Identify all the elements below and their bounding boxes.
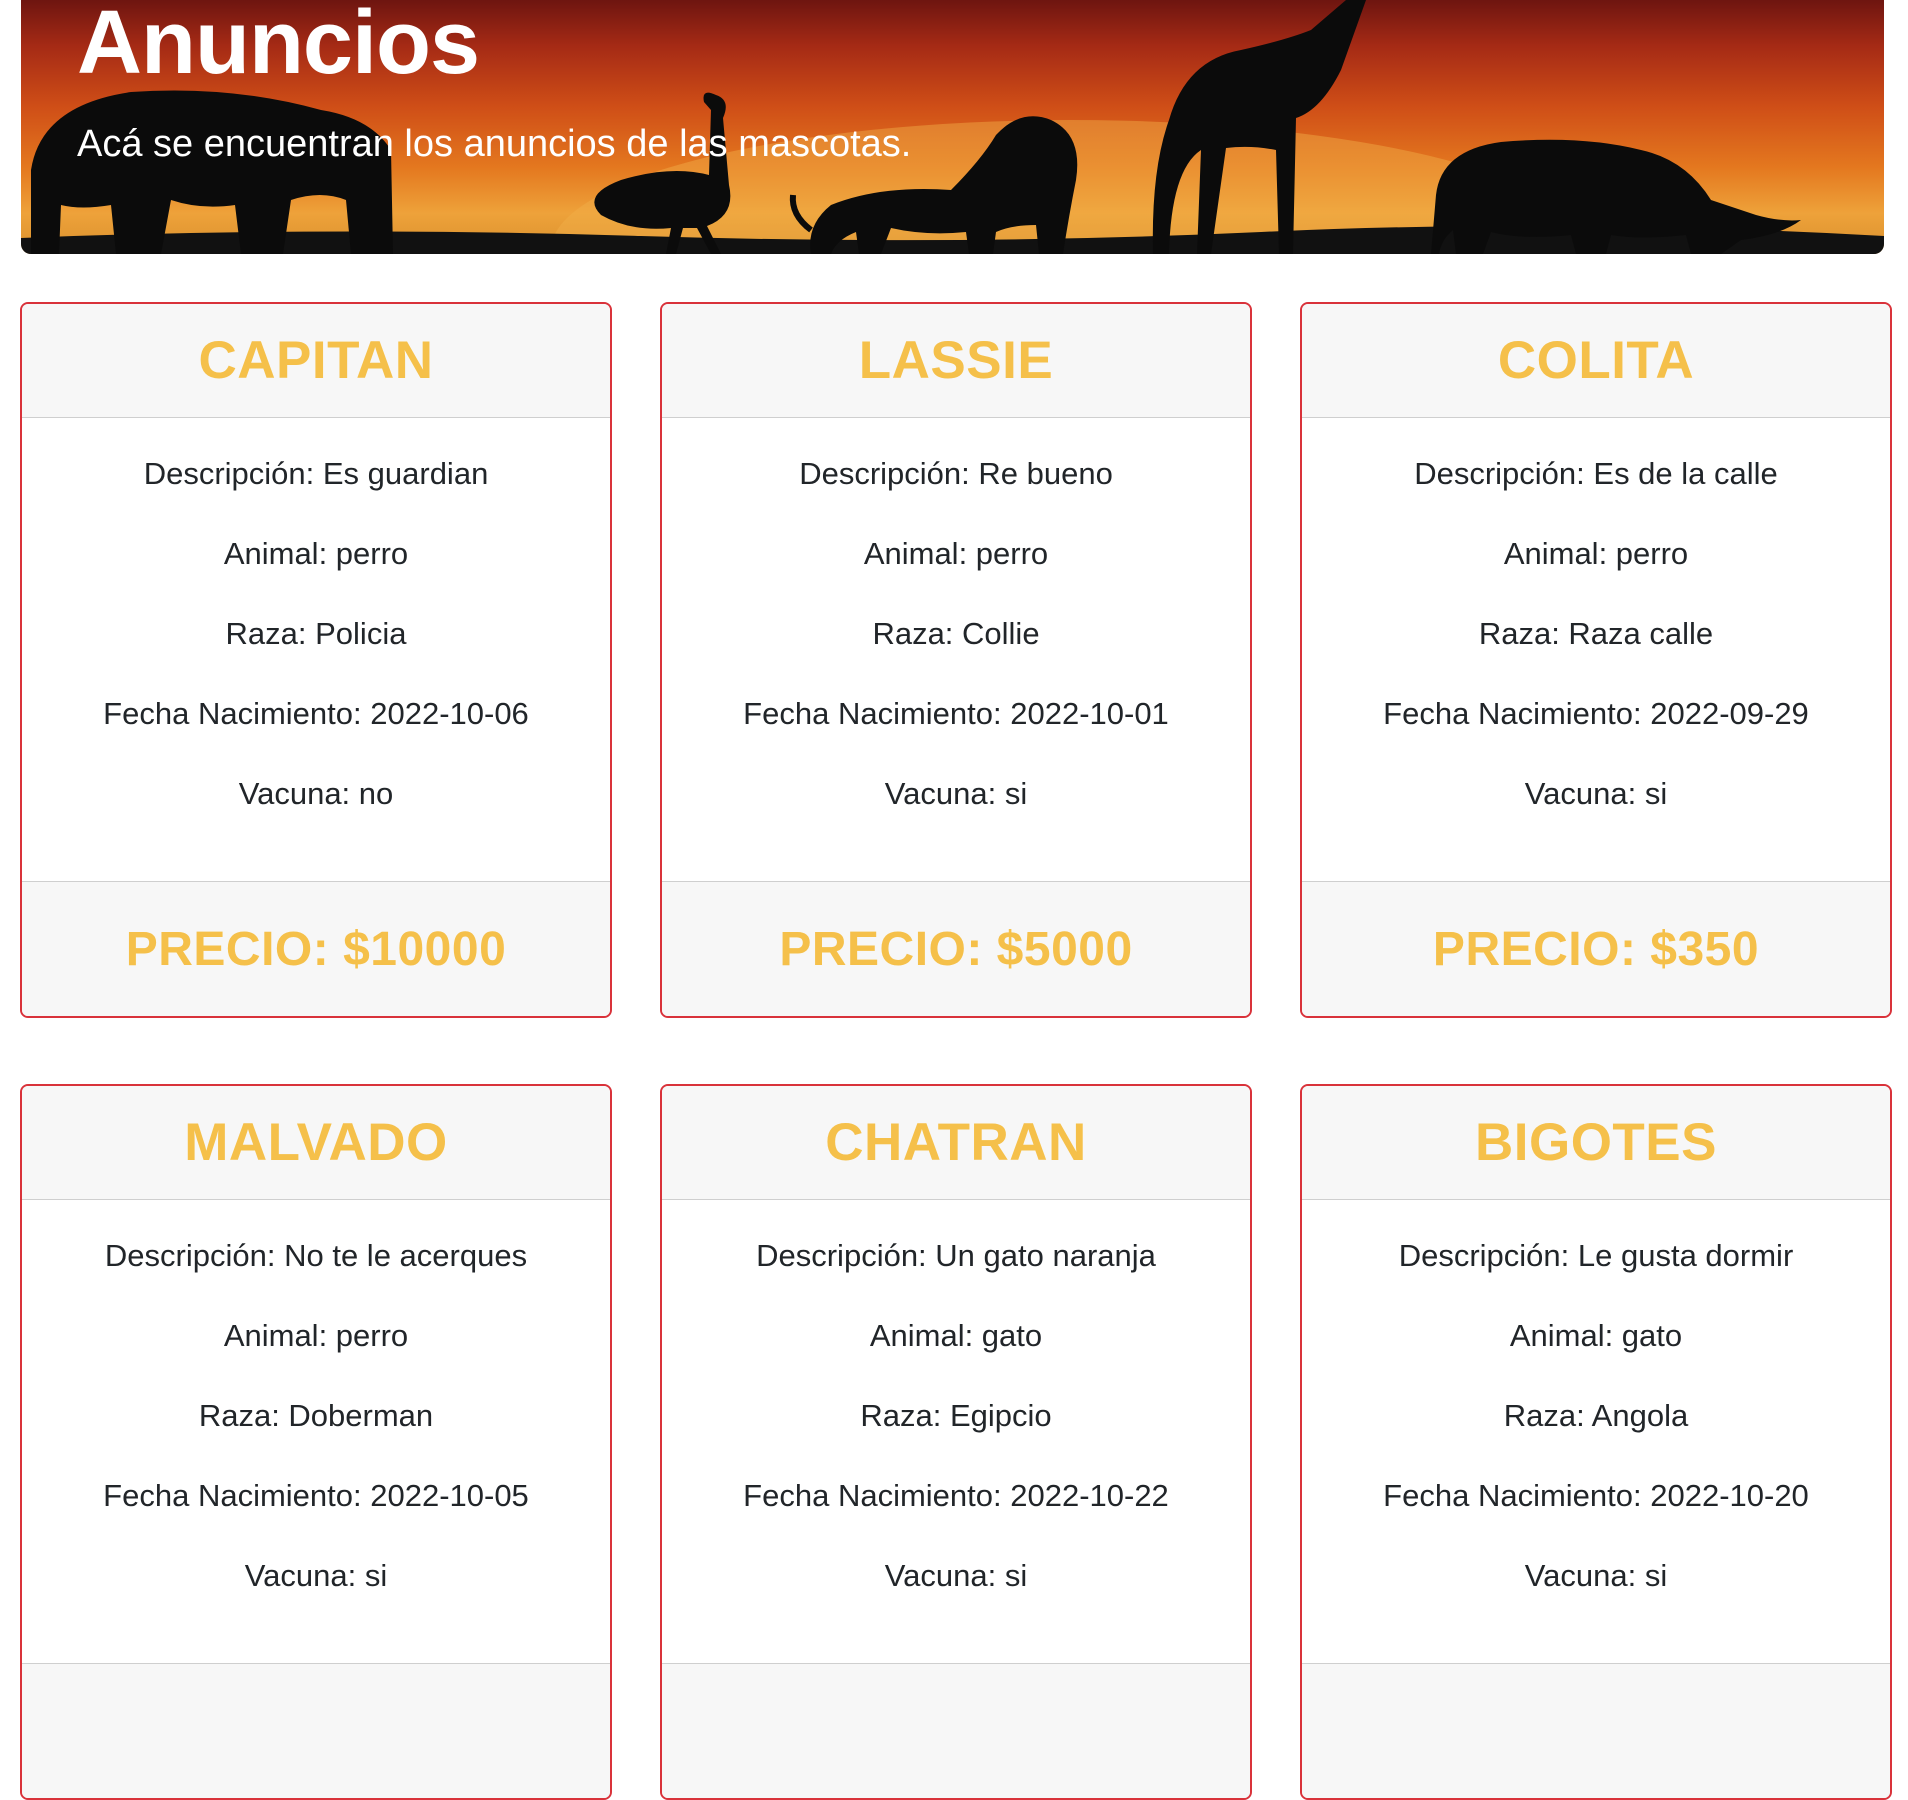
pet-birthdate: Fecha Nacimiento: 2022-10-20: [1383, 1478, 1809, 1513]
pet-name: COLITA: [1497, 331, 1695, 390]
pet-price: PRECIO: $10000: [125, 922, 507, 976]
pet-breed: Raza: Raza calle: [1478, 616, 1714, 651]
card-header: [1302, 304, 1890, 418]
pet-animal: Animal: gato: [1509, 1318, 1683, 1353]
card-body: [662, 1200, 1250, 1663]
pet-description: Descripción: Le gusta dormir: [1398, 1238, 1794, 1273]
pet-card[interactable]: [660, 302, 1252, 1018]
card-body: [22, 1200, 610, 1663]
pet-description: Descripción: Un gato naranja: [756, 1238, 1156, 1273]
pet-card[interactable]: [660, 1084, 1252, 1800]
pet-name: CHATRAN: [825, 1113, 1087, 1172]
page-title: Anuncios: [77, 0, 480, 93]
pet-card[interactable]: [1300, 302, 1892, 1018]
pet-description: Descripción: Re bueno: [799, 456, 1113, 491]
pet-animal: Animal: perro: [1503, 536, 1689, 571]
card-header: [662, 304, 1250, 418]
pet-vaccine: Vacuna: si: [1524, 1558, 1668, 1593]
card-footer: [662, 1663, 1250, 1798]
pet-price: PRECIO: $5000: [779, 922, 1133, 976]
pet-animal: Animal: gato: [869, 1318, 1043, 1353]
pet-breed: Raza: Doberman: [198, 1398, 434, 1433]
pet-vaccine: Vacuna: si: [884, 1558, 1028, 1593]
pet-vaccine: Vacuna: si: [1524, 776, 1668, 811]
pet-description: Descripción: Es de la calle: [1414, 456, 1778, 491]
card-body: [22, 418, 610, 881]
card-footer: [1302, 881, 1890, 1016]
pet-breed: Raza: Policia: [225, 616, 407, 651]
card-header: [1302, 1086, 1890, 1200]
pet-breed: Raza: Egipcio: [860, 1398, 1052, 1433]
pet-vaccine: Vacuna: si: [244, 1558, 388, 1593]
pet-animal: Animal: perro: [223, 536, 409, 571]
card-body: [1302, 418, 1890, 881]
pet-name: BIGOTES: [1474, 1113, 1718, 1172]
pet-name: MALVADO: [184, 1113, 448, 1172]
pet-birthdate: Fecha Nacimiento: 2022-10-01: [743, 696, 1169, 731]
pet-animal: Animal: perro: [863, 536, 1049, 571]
listings-grid: [20, 302, 1892, 1800]
pet-card[interactable]: [20, 1084, 612, 1800]
pet-birthdate: Fecha Nacimiento: 2022-09-29: [1383, 696, 1809, 731]
pet-birthdate: Fecha Nacimiento: 2022-10-22: [743, 1478, 1169, 1513]
pet-description: Descripción: No te le acerques: [104, 1238, 528, 1273]
card-header: [22, 304, 610, 418]
card-body: [662, 418, 1250, 881]
card-footer: [22, 881, 610, 1016]
pet-breed: Raza: Collie: [872, 616, 1040, 651]
card-footer: [22, 1663, 610, 1798]
pet-birthdate: Fecha Nacimiento: 2022-10-06: [103, 696, 529, 731]
hero-banner: [21, 0, 1884, 254]
pet-card[interactable]: [20, 302, 612, 1018]
pet-description: Descripción: Es guardian: [143, 456, 489, 491]
card-body: [1302, 1200, 1890, 1663]
pet-name: CAPITAN: [198, 331, 434, 390]
pet-breed: Raza: Angola: [1503, 1398, 1689, 1433]
pet-name: LASSIE: [858, 331, 1054, 390]
pet-animal: Animal: perro: [223, 1318, 409, 1353]
pet-vaccine: Vacuna: si: [884, 776, 1028, 811]
pet-card[interactable]: [1300, 1084, 1892, 1800]
card-footer: [1302, 1663, 1890, 1798]
card-footer: [662, 881, 1250, 1016]
card-header: [22, 1086, 610, 1200]
pet-price: PRECIO: $350: [1432, 922, 1760, 976]
page-subtitle: Acá se encuentran los anuncios de las mascotas.: [77, 123, 912, 165]
card-header: [662, 1086, 1250, 1200]
pet-vaccine: Vacuna: no: [238, 776, 394, 811]
pet-birthdate: Fecha Nacimiento: 2022-10-05: [103, 1478, 529, 1513]
